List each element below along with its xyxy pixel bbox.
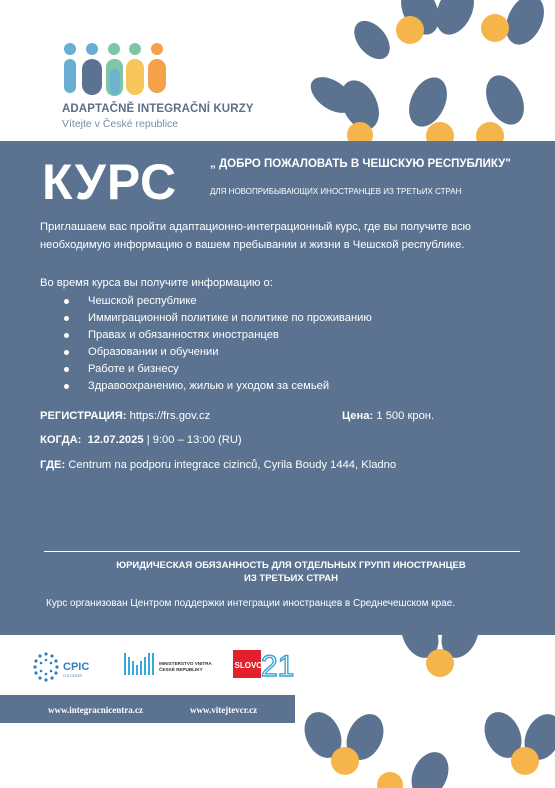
organizer-note: Курс организован Центром поддержки интеграции иностранцев в Среднечешском крае. [46, 598, 456, 609]
price-value: 1 500 крон. [376, 410, 435, 422]
price-line [342, 410, 434, 422]
people-logo-icon [62, 42, 174, 98]
course-headline: „ ДОБРО ПОЖАЛОВАТЬ В ЧЕШСКУЮ РЕСПУБЛИКУ" [210, 158, 511, 170]
slovo21-logo-icon [233, 648, 295, 680]
bullet-dot-icon [64, 316, 69, 321]
bullet-dot-icon [64, 367, 69, 372]
course-intro: Приглашаем вас пройти адаптационно-интеграционный курс, где вы получите всю необходимую информацию о вашем пребывании и жизни в Чешской республике. [40, 221, 471, 251]
legal-notice [60, 559, 522, 585]
where-label: ГДЕ: [40, 459, 66, 471]
list-item: Образовании и обучении [64, 344, 372, 361]
where-value: Centrum na podporu integrace cizinců, Cyrila Boudy 1444, Kladno [68, 459, 397, 471]
brand-subtitle: Vítejte v České republice [62, 118, 179, 130]
list-item: Иммиграционной политике и политике по проживанию [64, 310, 372, 327]
price-label: Цена: [342, 410, 374, 422]
ministry-logo-text-2: ČESKÉ REPUBLIKY [159, 667, 203, 672]
bullet-dot-icon [64, 299, 69, 304]
slovo-logo-text: SLOVO [234, 661, 263, 670]
list-item: Здравоохранению, жилью и уходом за семьей [64, 378, 372, 395]
footer-link-integracnicentra[interactable]: www.integracnicentra.cz [48, 705, 143, 715]
flower-decoration-icon [295, 635, 555, 788]
course-during: Во время курса вы получите информацию о: [40, 277, 273, 289]
brand-title: ADAPTAČNĚ INTEGRAČNÍ KURZY [62, 103, 254, 115]
list-item: Правах и обязанностях иностранцев [64, 327, 372, 344]
when-label: КОГДА: [40, 434, 82, 446]
topics-list [64, 293, 372, 395]
bullet-dot-icon [64, 333, 69, 338]
legal-line-1: ЮРИДИЧЕСКАЯ ОБЯЗАННОСТЬ ДЛЯ ОТДЕЛЬНЫХ ГРУПП ИНОСТРАНЦЕВ [116, 560, 466, 571]
where-line [40, 459, 396, 471]
registration-line [40, 410, 210, 422]
when-line [40, 434, 242, 446]
footer-link-vitejtevcr[interactable]: www.vitejtevcr.cz [190, 705, 258, 715]
divider [44, 551, 520, 552]
legal-line-2: ИЗ ТРЕТЬИХ СТРАН [244, 573, 338, 584]
slovo-logo-number: 21 [261, 650, 295, 680]
ministry-logo-text-1: MINISTERSTVO VNITRA [159, 661, 212, 666]
registration-label: РЕГИСТРАЦИЯ: [40, 410, 127, 422]
when-date: 12.07.2025 [87, 434, 144, 446]
bullet-dot-icon [64, 384, 69, 389]
ministry-logo-icon [122, 649, 218, 683]
bullet-dot-icon [64, 350, 69, 355]
registration-link[interactable]: https://frs.gov.cz [129, 410, 211, 422]
course-title: КУРС [42, 154, 178, 210]
cpic-logo-icon [32, 651, 96, 683]
flower-decoration-icon [300, 0, 555, 141]
cpic-logo-text: CPIC [63, 661, 90, 673]
course-subline: ДЛЯ НОВОПРИБЫВАЮЩИХ ИНОСТРАНЦЕВ ИЗ ТРЕТЬИХ СТРАН [210, 187, 462, 196]
when-time: | 9:00 – 13:00 (RU) [146, 434, 242, 446]
cpic-logo-subtext: O.S.CENTR [63, 674, 83, 678]
list-item: Чешской республике [64, 293, 372, 310]
list-item: Работе и бизнесу [64, 361, 372, 378]
